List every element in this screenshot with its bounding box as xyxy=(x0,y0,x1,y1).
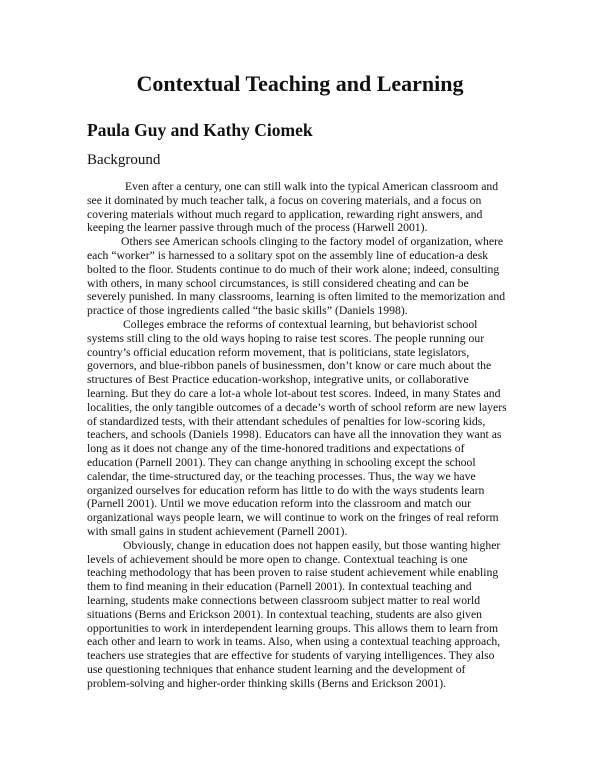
paragraph-line: learning. But they do care a lot-a whole lot-about test scores. Indeed, in many States and xyxy=(87,386,501,400)
paragraph-line: each “worker” is harnessed to a solitary spot on the assembly line of education-a desk xyxy=(87,248,489,262)
paragraph-line: Even after a century, one can still walk into the typical American classroom and xyxy=(125,180,499,193)
paragraph-line: each other and learn to work in teams. Also, when using a contextual teaching approach, xyxy=(87,635,501,649)
paragraph-line: practice of those ingredients called “the basic skills” (Daniels 1998). xyxy=(87,304,408,318)
paragraph-line: severely punished. In many classrooms, learning is often limited to the memorization and xyxy=(87,290,506,304)
paragraph-line: with others, in many school circumstances, is still considered cheating and can be xyxy=(87,276,469,290)
document-authors: Paula Guy and Kathy Ciomek xyxy=(87,120,313,140)
paragraph-line: with small gains in student achievement (Parnell 2001). xyxy=(87,524,348,538)
paragraph-line: Colleges embrace the reforms of contextual learning, but behaviorist school xyxy=(123,317,478,331)
paragraph-line: long as it does not change any of the time-honored traditions and expectations of xyxy=(87,442,465,456)
paragraph-line: localities, the only tangible outcomes of a decade’s worth of school reform are new layers xyxy=(87,400,507,414)
document-title: Contextual Teaching and Learning xyxy=(136,71,464,96)
paragraph-line: covering materials without much regard to application, rewarding right answers, and xyxy=(87,207,483,221)
paragraph xyxy=(87,235,547,318)
paragraph-line: systems still cling to the old ways hoping to raise test scores. The people running our xyxy=(87,331,485,345)
paragraph-line: education (Parnell 2001). They can change anything in schooling except the school xyxy=(87,455,476,469)
paragraph-line: see it dominated by much teacher talk, a focus on covering materials, and a focus on xyxy=(87,193,482,207)
paragraph-line: (Parnell 2001). Until we move education reform into the classroom and match our xyxy=(87,497,471,511)
paragraph-line: keeping the learner passive through much of the process (Harwell 2001). xyxy=(87,221,428,235)
body-text xyxy=(87,180,547,690)
paragraph-line: situations (Berns and Erickson 2001). In contextual teaching, students are also given xyxy=(87,607,483,621)
paragraph-line: levels of achievement should be more open to change. Contextual teaching is one xyxy=(87,552,468,566)
paragraph-line: Obviously, change in education does not happen easily, but those wanting higher xyxy=(123,538,501,552)
paragraph xyxy=(87,180,547,235)
paragraph-line: use questioning techniques that enhance student learning and the development of xyxy=(87,662,466,676)
paragraph-line: problem-solving and higher-order thinking skills (Berns and Erickson 2001). xyxy=(87,676,447,690)
paragraph-line: calendar, the time-structured day, or the teaching processes. Thus, the way we have xyxy=(87,469,476,483)
paragraph-line: teaching methodology that has been proven to raise student achievement while enabling xyxy=(87,566,499,580)
paragraph-line: teachers use strategies that are effective for students of varying intelligences. They also xyxy=(87,649,495,663)
paragraph-line: organized ourselves for education reform has little to do with the ways students learn xyxy=(87,483,485,497)
paragraph-line: Others see American schools clinging to the factory model of organization, where xyxy=(121,235,504,249)
paragraph-line: teachers, and schools (Daniels 1998). Educators can have all the innovation they want as xyxy=(87,428,502,442)
paragraph-line: country’s official education reform movement, that is politicians, state legislators, xyxy=(87,345,470,359)
paragraph-line: them to find meaning in their education (Parnell 2001). In contextual teaching and xyxy=(87,580,472,594)
paragraph xyxy=(87,539,547,691)
paragraph-line: organizational ways people learn, we will continue to work on the fringes of real reform xyxy=(87,511,499,525)
paragraph-line: structures of Best Practice education-workshop, integrative units, or collaborative xyxy=(87,373,469,387)
paragraph xyxy=(87,318,547,539)
paragraph-line: opportunities to work in interdependent learning groups. This allows them to learn from xyxy=(87,621,499,635)
paragraph-line: of standardized tests, with their attendant schedules of penalties for low-scoring kids, xyxy=(87,414,486,428)
section-heading: Background xyxy=(87,152,161,168)
paragraph-line: governors, and blue-ribbon panels of businessmen, don’t know or care much about the xyxy=(87,359,492,373)
paragraph-line: bolted to the floor. Students continue to do much of their work alone; indeed, consulting xyxy=(87,262,500,276)
paragraph-line: learning, students make connections between classroom subject matter to real world xyxy=(87,593,481,607)
